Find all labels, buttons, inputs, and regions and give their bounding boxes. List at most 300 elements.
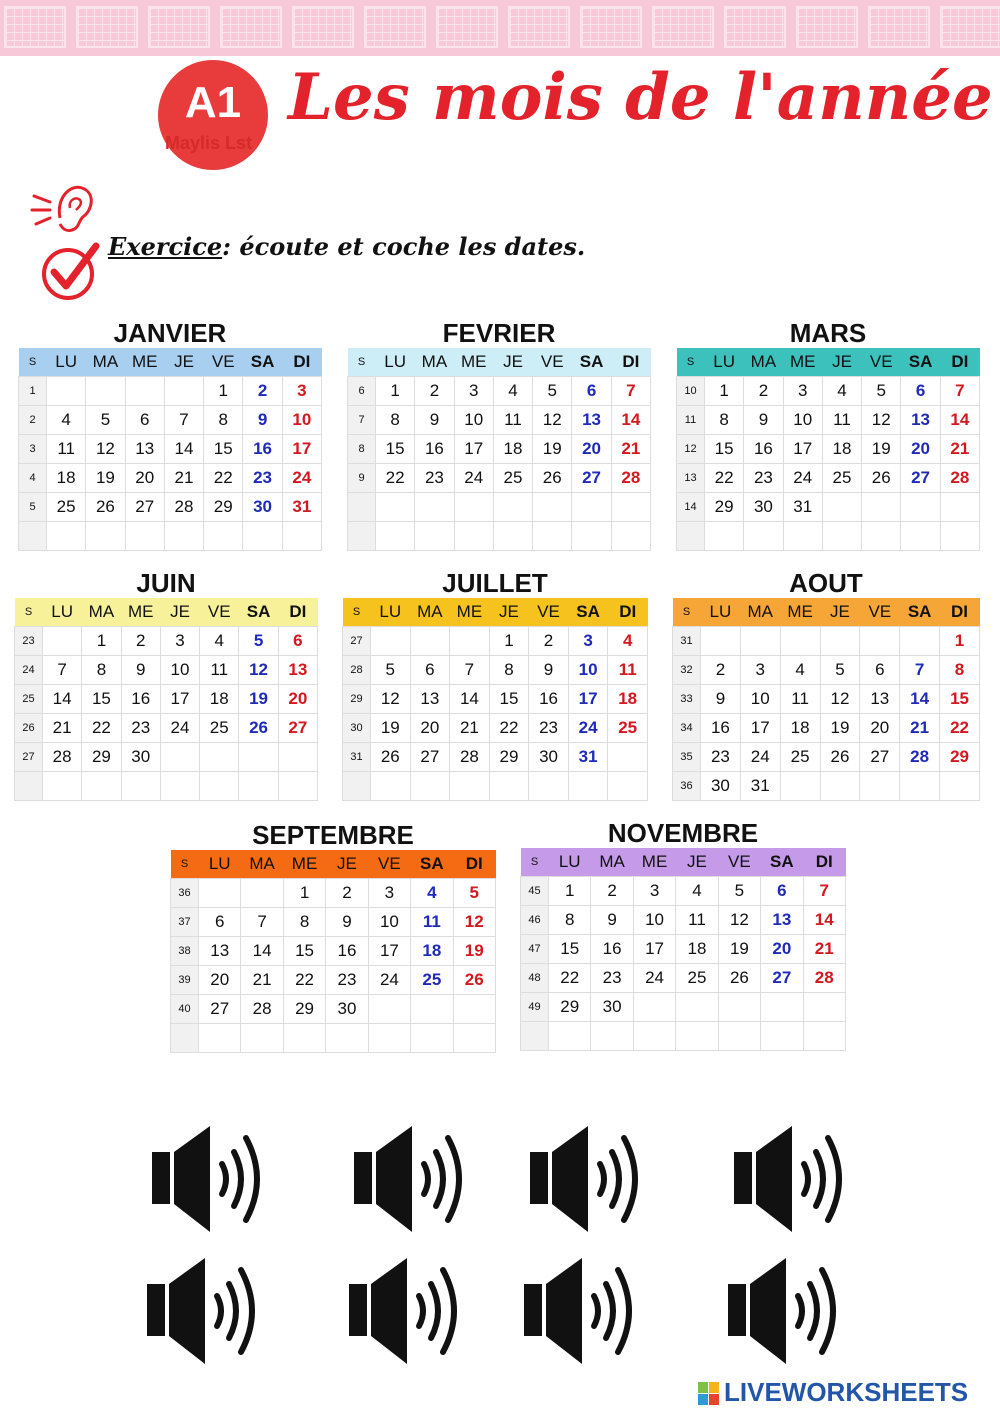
band-calendar-cell <box>940 6 1000 48</box>
day-cell[interactable]: 5 <box>239 627 278 656</box>
day-cell[interactable]: 17 <box>454 435 493 464</box>
speaker-icon[interactable] <box>347 1256 471 1366</box>
day-cell[interactable]: 14 <box>164 435 203 464</box>
day-cell[interactable]: 27 <box>761 964 803 993</box>
day-cell[interactable]: 6 <box>199 908 241 937</box>
day-cell[interactable]: 7 <box>450 656 490 685</box>
day-cell[interactable]: 25 <box>493 464 532 493</box>
day-cell[interactable]: 1 <box>549 877 591 906</box>
day-cell[interactable]: 20 <box>761 935 803 964</box>
day-cell[interactable]: 27 <box>901 464 940 493</box>
day-cell[interactable]: 22 <box>283 966 325 995</box>
day-cell[interactable]: 19 <box>86 464 125 493</box>
day-cell[interactable]: 2 <box>744 377 783 406</box>
day-cell[interactable]: 13 <box>860 685 900 714</box>
day-cell[interactable]: 6 <box>125 406 164 435</box>
day-cell[interactable]: 13 <box>199 937 241 966</box>
day-cell[interactable]: 28 <box>43 743 82 772</box>
day-cell[interactable]: 15 <box>705 435 744 464</box>
day-cell[interactable]: 10 <box>568 656 608 685</box>
day-cell[interactable]: 25 <box>822 464 861 493</box>
calendar-week-row <box>677 464 980 493</box>
calendar-grid <box>676 348 980 551</box>
day-cell[interactable]: 4 <box>780 656 820 685</box>
day-cell[interactable]: 20 <box>199 966 241 995</box>
day-cell[interactable]: 10 <box>282 406 321 435</box>
day-cell[interactable]: 11 <box>200 656 239 685</box>
day-cell[interactable]: 11 <box>676 906 718 935</box>
day-cell[interactable]: 23 <box>326 966 368 995</box>
day-cell[interactable]: 28 <box>241 995 283 1024</box>
day-cell[interactable]: 3 <box>568 627 608 656</box>
day-cell[interactable]: 31 <box>568 743 608 772</box>
empty-day-cell <box>410 772 450 801</box>
day-cell[interactable]: 19 <box>533 435 572 464</box>
day-cell[interactable]: 10 <box>368 908 410 937</box>
day-cell[interactable]: 2 <box>701 656 741 685</box>
day-cell[interactable]: 18 <box>47 464 86 493</box>
day-cell[interactable]: 16 <box>744 435 783 464</box>
day-cell[interactable]: 26 <box>862 464 901 493</box>
empty-day-cell <box>676 1022 718 1051</box>
day-cell[interactable]: 29 <box>940 743 980 772</box>
week-number: 36 <box>171 879 199 908</box>
day-cell[interactable]: 29 <box>705 493 744 522</box>
day-cell[interactable]: 18 <box>608 685 648 714</box>
weekday-header: S <box>180 858 189 870</box>
day-cell[interactable]: 5 <box>533 377 572 406</box>
day-cell[interactable]: 14 <box>611 406 650 435</box>
empty-day-cell <box>121 772 160 801</box>
day-cell[interactable]: 18 <box>780 714 820 743</box>
day-cell[interactable]: 1 <box>705 377 744 406</box>
day-cell[interactable]: 17 <box>368 937 410 966</box>
day-cell[interactable]: 6 <box>410 656 450 685</box>
empty-day-cell <box>676 993 718 1022</box>
day-cell[interactable]: 9 <box>326 908 368 937</box>
speaker-icon[interactable] <box>522 1256 646 1366</box>
day-cell[interactable]: 27 <box>860 743 900 772</box>
day-cell[interactable]: 21 <box>611 435 650 464</box>
day-cell[interactable]: 1 <box>489 627 529 656</box>
day-cell[interactable]: 27 <box>199 995 241 1024</box>
day-cell[interactable]: 24 <box>568 714 608 743</box>
day-cell[interactable]: 14 <box>940 406 979 435</box>
weekday-header: ME <box>127 602 154 621</box>
day-cell[interactable]: 25 <box>200 714 239 743</box>
day-cell[interactable]: 5 <box>453 879 495 908</box>
day-cell[interactable]: 28 <box>611 464 650 493</box>
day-cell[interactable]: 8 <box>940 656 980 685</box>
day-cell[interactable]: 9 <box>121 656 160 685</box>
day-cell[interactable]: 22 <box>489 714 529 743</box>
day-cell[interactable]: 23 <box>243 464 282 493</box>
day-cell[interactable]: 11 <box>493 406 532 435</box>
day-cell[interactable]: 12 <box>371 685 411 714</box>
day-cell[interactable]: 8 <box>82 656 121 685</box>
day-cell[interactable]: 26 <box>718 964 760 993</box>
day-cell[interactable]: 4 <box>200 627 239 656</box>
day-cell[interactable]: 20 <box>901 435 940 464</box>
day-cell[interactable]: 23 <box>744 464 783 493</box>
day-cell[interactable]: 25 <box>411 966 453 995</box>
day-cell[interactable]: 6 <box>761 877 803 906</box>
day-cell[interactable]: 18 <box>822 435 861 464</box>
day-cell[interactable]: 23 <box>529 714 569 743</box>
weekday-header: S <box>28 356 37 368</box>
day-cell[interactable]: 15 <box>489 685 529 714</box>
day-cell[interactable]: 4 <box>822 377 861 406</box>
week-number <box>15 772 43 801</box>
day-cell[interactable]: 14 <box>450 685 490 714</box>
day-cell[interactable]: 3 <box>160 627 199 656</box>
day-cell[interactable]: 9 <box>529 656 569 685</box>
day-cell[interactable]: 28 <box>940 464 979 493</box>
day-cell[interactable]: 25 <box>47 493 86 522</box>
day-cell[interactable]: 16 <box>529 685 569 714</box>
day-cell[interactable]: 13 <box>410 685 450 714</box>
day-cell[interactable]: 8 <box>204 406 243 435</box>
day-cell[interactable]: 2 <box>326 879 368 908</box>
day-cell[interactable]: 17 <box>568 685 608 714</box>
calendar-week-row <box>521 993 846 1022</box>
day-cell[interactable]: 12 <box>86 435 125 464</box>
day-cell[interactable]: 2 <box>415 377 454 406</box>
empty-day-cell <box>411 995 453 1024</box>
day-cell[interactable]: 16 <box>701 714 741 743</box>
day-cell[interactable]: 26 <box>533 464 572 493</box>
day-cell[interactable]: 13 <box>901 406 940 435</box>
weekday-header: VE <box>728 852 751 871</box>
day-cell[interactable]: 15 <box>376 435 415 464</box>
weekday-header: JE <box>337 854 357 873</box>
day-cell[interactable]: 30 <box>243 493 282 522</box>
day-cell[interactable]: 7 <box>43 656 82 685</box>
day-cell[interactable]: 19 <box>239 685 278 714</box>
day-cell[interactable]: 8 <box>705 406 744 435</box>
day-cell[interactable]: 29 <box>549 993 591 1022</box>
day-cell[interactable]: 17 <box>282 435 321 464</box>
day-cell[interactable]: 6 <box>572 377 611 406</box>
speaker-icon[interactable] <box>726 1256 850 1366</box>
day-cell[interactable]: 20 <box>860 714 900 743</box>
day-cell[interactable]: 5 <box>862 377 901 406</box>
empty-day-cell <box>940 493 979 522</box>
day-cell[interactable]: 21 <box>164 464 203 493</box>
day-cell[interactable]: 8 <box>549 906 591 935</box>
speaker-icon[interactable] <box>528 1124 652 1234</box>
weekday-header: MA <box>599 852 625 871</box>
day-cell[interactable]: 23 <box>121 714 160 743</box>
day-cell[interactable]: 19 <box>820 714 860 743</box>
day-cell[interactable]: 17 <box>633 935 675 964</box>
day-cell[interactable]: 2 <box>243 377 282 406</box>
day-cell[interactable]: 21 <box>900 714 940 743</box>
empty-day-cell <box>164 522 203 551</box>
speaker-icon[interactable] <box>145 1256 269 1366</box>
day-cell[interactable]: 2 <box>121 627 160 656</box>
month-calendar-fevrier <box>347 318 651 551</box>
day-cell[interactable]: 20 <box>410 714 450 743</box>
liveworksheets-logo-icon <box>698 1382 720 1406</box>
day-cell[interactable]: 13 <box>572 406 611 435</box>
day-cell[interactable]: 6 <box>860 656 900 685</box>
day-cell[interactable]: 21 <box>450 714 490 743</box>
day-cell[interactable]: 10 <box>633 906 675 935</box>
day-cell[interactable]: 24 <box>783 464 822 493</box>
day-cell[interactable]: 3 <box>783 377 822 406</box>
day-cell[interactable]: 10 <box>454 406 493 435</box>
day-cell[interactable]: 30 <box>701 772 741 801</box>
day-cell[interactable]: 15 <box>940 685 980 714</box>
day-cell[interactable]: 12 <box>718 906 760 935</box>
day-cell[interactable]: 11 <box>411 908 453 937</box>
day-cell[interactable]: 16 <box>591 935 633 964</box>
day-cell[interactable]: 13 <box>278 656 317 685</box>
day-cell[interactable]: 13 <box>125 435 164 464</box>
day-cell[interactable]: 7 <box>611 377 650 406</box>
day-cell[interactable]: 9 <box>744 406 783 435</box>
day-cell[interactable]: 24 <box>740 743 780 772</box>
day-cell[interactable]: 26 <box>86 493 125 522</box>
day-cell[interactable]: 6 <box>278 627 317 656</box>
day-cell[interactable]: 9 <box>591 906 633 935</box>
day-cell[interactable]: 19 <box>453 937 495 966</box>
day-cell[interactable]: 19 <box>718 935 760 964</box>
day-cell[interactable]: 7 <box>940 377 979 406</box>
empty-day-cell <box>241 1024 283 1053</box>
day-cell[interactable]: 12 <box>820 685 860 714</box>
checkmark-icon <box>40 240 102 302</box>
day-cell[interactable]: 9 <box>243 406 282 435</box>
month-calendar-septembre <box>170 820 496 1053</box>
day-cell[interactable]: 9 <box>415 406 454 435</box>
empty-day-cell <box>415 522 454 551</box>
day-cell[interactable]: 21 <box>241 966 283 995</box>
day-cell[interactable]: 22 <box>82 714 121 743</box>
day-cell[interactable]: 27 <box>410 743 450 772</box>
day-cell[interactable]: 10 <box>740 685 780 714</box>
empty-day-cell <box>718 1022 760 1051</box>
day-cell[interactable]: 12 <box>239 656 278 685</box>
day-cell[interactable]: 26 <box>453 966 495 995</box>
empty-day-cell <box>608 743 648 772</box>
day-cell[interactable]: 1 <box>82 627 121 656</box>
day-cell[interactable]: 22 <box>204 464 243 493</box>
empty-day-cell <box>493 493 532 522</box>
day-cell[interactable]: 5 <box>86 406 125 435</box>
day-cell[interactable]: 16 <box>326 937 368 966</box>
day-cell[interactable]: 28 <box>450 743 490 772</box>
day-cell[interactable]: 20 <box>572 435 611 464</box>
calendar-week-row <box>19 406 322 435</box>
day-cell[interactable]: 1 <box>940 627 980 656</box>
day-cell[interactable]: 9 <box>701 685 741 714</box>
empty-day-cell <box>860 627 900 656</box>
day-cell[interactable]: 27 <box>125 493 164 522</box>
day-cell[interactable]: 26 <box>820 743 860 772</box>
day-cell[interactable]: 15 <box>549 935 591 964</box>
day-cell[interactable]: 23 <box>701 743 741 772</box>
weekday-header: MA <box>750 352 777 371</box>
day-cell[interactable]: 11 <box>47 435 86 464</box>
day-cell[interactable]: 16 <box>415 435 454 464</box>
day-cell[interactable]: 16 <box>243 435 282 464</box>
day-cell[interactable]: 1 <box>376 377 415 406</box>
day-cell[interactable]: 24 <box>368 966 410 995</box>
day-cell[interactable]: 20 <box>125 464 164 493</box>
weekday-header-row <box>19 348 322 377</box>
calendar-week-row <box>15 685 318 714</box>
day-cell[interactable]: 1 <box>283 879 325 908</box>
day-cell[interactable]: 4 <box>676 877 718 906</box>
day-cell[interactable]: 29 <box>489 743 529 772</box>
day-cell[interactable]: 8 <box>489 656 529 685</box>
day-cell[interactable]: 8 <box>283 908 325 937</box>
day-cell[interactable]: 31 <box>282 493 321 522</box>
day-cell[interactable]: 28 <box>164 493 203 522</box>
day-cell[interactable]: 20 <box>278 685 317 714</box>
day-cell[interactable]: 15 <box>82 685 121 714</box>
day-cell[interactable]: 6 <box>901 377 940 406</box>
month-title: NOVEMBRE <box>607 818 759 848</box>
day-cell[interactable]: 31 <box>783 493 822 522</box>
day-cell[interactable]: 25 <box>676 964 718 993</box>
day-cell[interactable]: 18 <box>200 685 239 714</box>
calendar-week-row <box>15 627 318 656</box>
band-calendar-cell <box>4 6 66 48</box>
day-cell[interactable]: 28 <box>803 964 845 993</box>
day-cell[interactable]: 30 <box>121 743 160 772</box>
day-cell[interactable]: 15 <box>283 937 325 966</box>
day-cell[interactable]: 23 <box>591 964 633 993</box>
day-cell[interactable]: 21 <box>940 435 979 464</box>
day-cell[interactable]: 3 <box>282 377 321 406</box>
day-cell[interactable]: 12 <box>533 406 572 435</box>
day-cell[interactable]: 3 <box>368 879 410 908</box>
week-number: 37 <box>171 908 199 937</box>
empty-day-cell <box>803 993 845 1022</box>
day-cell[interactable]: 4 <box>411 879 453 908</box>
day-cell[interactable]: 2 <box>529 627 569 656</box>
day-cell[interactable]: 19 <box>371 714 411 743</box>
day-cell[interactable]: 22 <box>549 964 591 993</box>
day-cell[interactable]: 30 <box>529 743 569 772</box>
day-cell[interactable]: 28 <box>900 743 940 772</box>
day-cell[interactable]: 14 <box>241 937 283 966</box>
day-cell[interactable]: 29 <box>82 743 121 772</box>
day-cell[interactable]: 22 <box>705 464 744 493</box>
day-cell[interactable]: 17 <box>783 435 822 464</box>
day-cell[interactable]: 31 <box>740 772 780 801</box>
day-cell[interactable]: 12 <box>862 406 901 435</box>
day-cell[interactable]: 30 <box>744 493 783 522</box>
day-cell[interactable]: 29 <box>283 995 325 1024</box>
day-cell[interactable]: 5 <box>371 656 411 685</box>
week-number <box>677 522 705 551</box>
week-number: 31 <box>673 627 701 656</box>
day-cell[interactable]: 14 <box>900 685 940 714</box>
weekday-header: DI <box>951 352 969 371</box>
day-cell[interactable]: 11 <box>608 656 648 685</box>
day-cell[interactable]: 22 <box>376 464 415 493</box>
day-cell[interactable]: 17 <box>160 685 199 714</box>
day-cell[interactable]: 13 <box>761 906 803 935</box>
day-cell[interactable]: 17 <box>740 714 780 743</box>
calendar-week-row <box>521 935 846 964</box>
day-cell[interactable]: 5 <box>820 656 860 685</box>
day-cell[interactable]: 22 <box>940 714 980 743</box>
speaker-icon[interactable] <box>150 1124 274 1234</box>
day-cell[interactable]: 10 <box>160 656 199 685</box>
day-cell[interactable]: 1 <box>204 377 243 406</box>
day-cell[interactable]: 30 <box>326 995 368 1024</box>
day-cell[interactable]: 18 <box>676 935 718 964</box>
day-cell[interactable]: 3 <box>454 377 493 406</box>
day-cell[interactable]: 27 <box>572 464 611 493</box>
day-cell[interactable]: 7 <box>241 908 283 937</box>
day-cell[interactable]: 5 <box>718 877 760 906</box>
day-cell[interactable]: 7 <box>900 656 940 685</box>
day-cell[interactable]: 2 <box>591 877 633 906</box>
day-cell[interactable]: 30 <box>591 993 633 1022</box>
day-cell[interactable]: 16 <box>121 685 160 714</box>
day-cell[interactable]: 4 <box>493 377 532 406</box>
day-cell[interactable]: 24 <box>633 964 675 993</box>
day-cell[interactable]: 11 <box>780 685 820 714</box>
speaker-icon[interactable] <box>732 1124 856 1234</box>
day-cell[interactable]: 25 <box>780 743 820 772</box>
day-cell[interactable]: 26 <box>239 714 278 743</box>
day-cell[interactable]: 15 <box>204 435 243 464</box>
day-cell[interactable]: 7 <box>164 406 203 435</box>
calendar-week-row <box>677 406 980 435</box>
empty-day-cell <box>701 627 741 656</box>
day-cell[interactable]: 8 <box>376 406 415 435</box>
day-cell[interactable]: 4 <box>47 406 86 435</box>
day-cell[interactable]: 26 <box>371 743 411 772</box>
day-cell[interactable]: 24 <box>282 464 321 493</box>
speaker-icon[interactable] <box>352 1124 476 1234</box>
day-cell[interactable]: 29 <box>204 493 243 522</box>
day-cell[interactable]: 7 <box>803 877 845 906</box>
day-cell[interactable]: 3 <box>633 877 675 906</box>
day-cell[interactable]: 18 <box>411 937 453 966</box>
day-cell[interactable]: 3 <box>740 656 780 685</box>
day-cell[interactable]: 12 <box>453 908 495 937</box>
weekday-header: ME <box>641 852 668 871</box>
day-cell[interactable]: 23 <box>415 464 454 493</box>
day-cell[interactable]: 4 <box>608 627 648 656</box>
day-cell[interactable]: 27 <box>278 714 317 743</box>
calendar-week-row <box>19 435 322 464</box>
day-cell[interactable]: 14 <box>43 685 82 714</box>
day-cell[interactable]: 21 <box>43 714 82 743</box>
day-cell[interactable]: 24 <box>454 464 493 493</box>
week-number: 2 <box>19 406 47 435</box>
day-cell[interactable]: 25 <box>608 714 648 743</box>
day-cell[interactable]: 19 <box>862 435 901 464</box>
day-cell[interactable]: 24 <box>160 714 199 743</box>
day-cell[interactable]: 11 <box>822 406 861 435</box>
day-cell[interactable]: 14 <box>803 906 845 935</box>
week-number: 1 <box>19 377 47 406</box>
day-cell[interactable]: 21 <box>803 935 845 964</box>
month-calendar-juin <box>14 568 318 801</box>
day-cell[interactable]: 10 <box>783 406 822 435</box>
day-cell[interactable]: 18 <box>493 435 532 464</box>
calendar-week-row <box>677 435 980 464</box>
